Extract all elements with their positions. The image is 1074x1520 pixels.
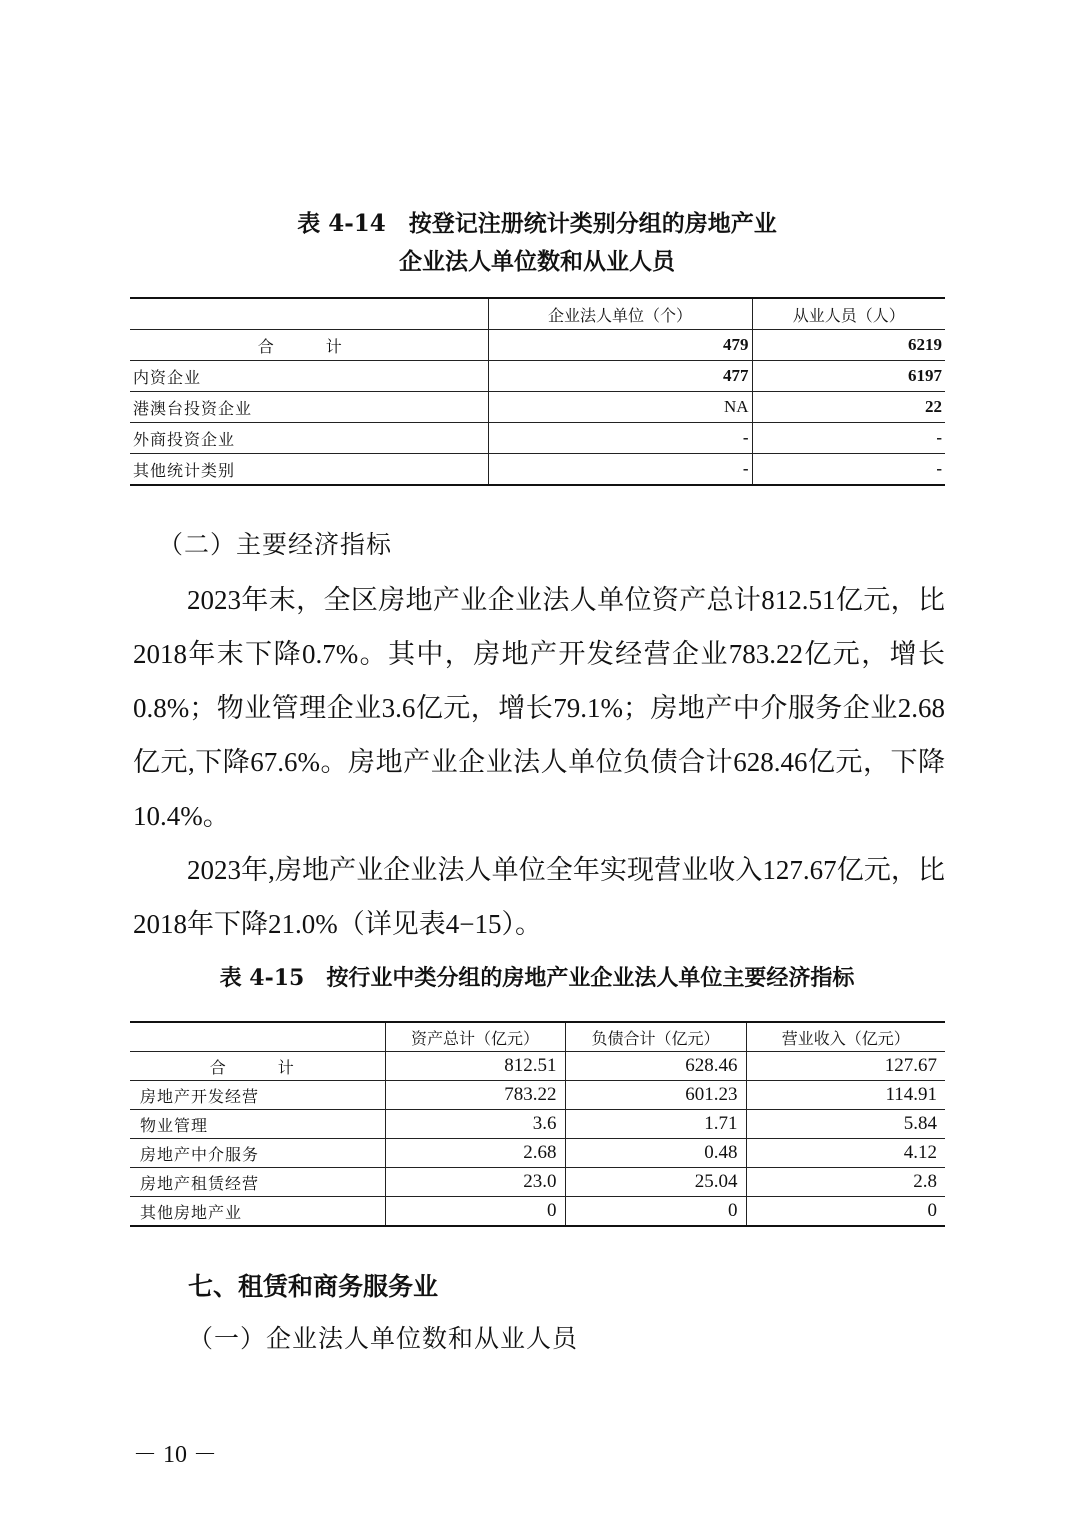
- liabilities-cell: 1.71: [565, 1110, 746, 1139]
- table-row: [130, 1081, 945, 1110]
- table-4-15: [130, 1021, 945, 1227]
- row-label: 房地产租赁经营: [130, 1168, 385, 1197]
- row-label: 外商投资企业: [130, 423, 488, 454]
- units-cell: -: [488, 423, 752, 454]
- table-header-cell: 营业收入（亿元）: [746, 1022, 945, 1052]
- assets-cell: 0: [385, 1197, 565, 1227]
- row-label: 内资企业: [130, 361, 488, 392]
- page-number: － 10 －: [133, 1442, 217, 1468]
- row-label: 港澳台投资企业: [130, 392, 488, 423]
- units-cell: 477: [488, 361, 752, 392]
- assets-cell: 812.51: [385, 1052, 565, 1081]
- staff-cell: 22: [752, 392, 945, 423]
- table-row: [130, 1110, 945, 1139]
- units-cell: NA: [488, 392, 752, 423]
- revenue-cell: 127.67: [746, 1052, 945, 1081]
- row-label: 合 计: [130, 1052, 385, 1081]
- table-header-row: [130, 298, 945, 330]
- units-cell: -: [488, 454, 752, 486]
- liabilities-cell: 628.46: [565, 1052, 746, 1081]
- table-header-row: [130, 1022, 945, 1052]
- assets-cell: 23.0: [385, 1168, 565, 1197]
- staff-cell: 6197: [752, 361, 945, 392]
- table-row: [130, 1197, 945, 1227]
- liabilities-cell: 0.48: [565, 1139, 746, 1168]
- row-label: 房地产开发经营: [130, 1081, 385, 1110]
- table-row: [130, 1168, 945, 1197]
- liabilities-cell: 601.23: [565, 1081, 746, 1110]
- paragraph-1: 2023年末，全区房地产业企业法人单位资产总计812.51亿元，比2018年末下降0.7%。其中，房地产开发经营企业783.22亿元，增长0.8%；物业管理企业3.6亿元，增长79.1%；房地产中介服务企业2.68亿元,下降67.6%。房地产业企业法人单位负债合计628.46亿元，下降10.4%。: [133, 585, 945, 831]
- table-header-cell: 企业法人单位（个）: [488, 298, 752, 330]
- staff-cell: -: [752, 423, 945, 454]
- units-cell: 479: [488, 330, 752, 361]
- table-4-14-title-line1: 表 4-14 按登记注册统计类别分组的房地产业: [297, 210, 777, 237]
- assets-cell: 3.6: [385, 1110, 565, 1139]
- table-header-cell: 资产总计（亿元）: [385, 1022, 565, 1052]
- table-4-15-title: 表 4-15 按行业中类分组的房地产业企业法人单位主要经济指标: [219, 965, 855, 991]
- staff-cell: 6219: [752, 330, 945, 361]
- section-2-heading: （二）主要经济指标: [158, 530, 393, 559]
- liabilities-cell: 0: [565, 1197, 746, 1227]
- revenue-cell: 2.8: [746, 1168, 945, 1197]
- row-label: 其他房地产业: [140, 1202, 243, 1222]
- table-row: [130, 454, 945, 486]
- table-header-cell: [130, 1022, 385, 1052]
- revenue-cell: 0: [746, 1197, 945, 1227]
- table-row: [130, 361, 945, 392]
- assets-cell: 783.22: [385, 1081, 565, 1110]
- table-header-cell: [130, 298, 488, 330]
- revenue-cell: 4.12: [746, 1139, 945, 1168]
- row-label: 其他统计类别: [133, 460, 236, 480]
- paragraph-2: 2023年,房地产业企业法人单位全年实现营业收入127.67亿元，比2018年下降21.0%（详见表4−15）。: [133, 855, 945, 939]
- table-header-cell: 从业人员（人）: [752, 298, 945, 330]
- row-label: 房地产中介服务: [130, 1139, 385, 1168]
- table-4-14: [130, 297, 945, 486]
- staff-cell: -: [752, 454, 945, 486]
- table-row: [130, 1052, 945, 1081]
- assets-cell: 2.68: [385, 1139, 565, 1168]
- table-4-14-title-line2: 企业法人单位数和从业人员: [399, 248, 675, 275]
- table-header-cell: 负债合计（亿元）: [565, 1022, 746, 1052]
- table-row: [130, 1139, 945, 1168]
- table-row: [130, 330, 945, 361]
- row-label: 物业管理: [130, 1110, 385, 1139]
- table-row: [130, 423, 945, 454]
- table-row: [130, 392, 945, 423]
- section-7-1-heading: （一）企业法人单位数和从业人员: [188, 1324, 579, 1353]
- revenue-cell: 5.84: [746, 1110, 945, 1139]
- section-7-heading: 七、租赁和商务服务业: [188, 1272, 439, 1301]
- revenue-cell: 114.91: [746, 1081, 945, 1110]
- liabilities-cell: 25.04: [565, 1168, 746, 1197]
- row-label: 合 计: [130, 330, 488, 361]
